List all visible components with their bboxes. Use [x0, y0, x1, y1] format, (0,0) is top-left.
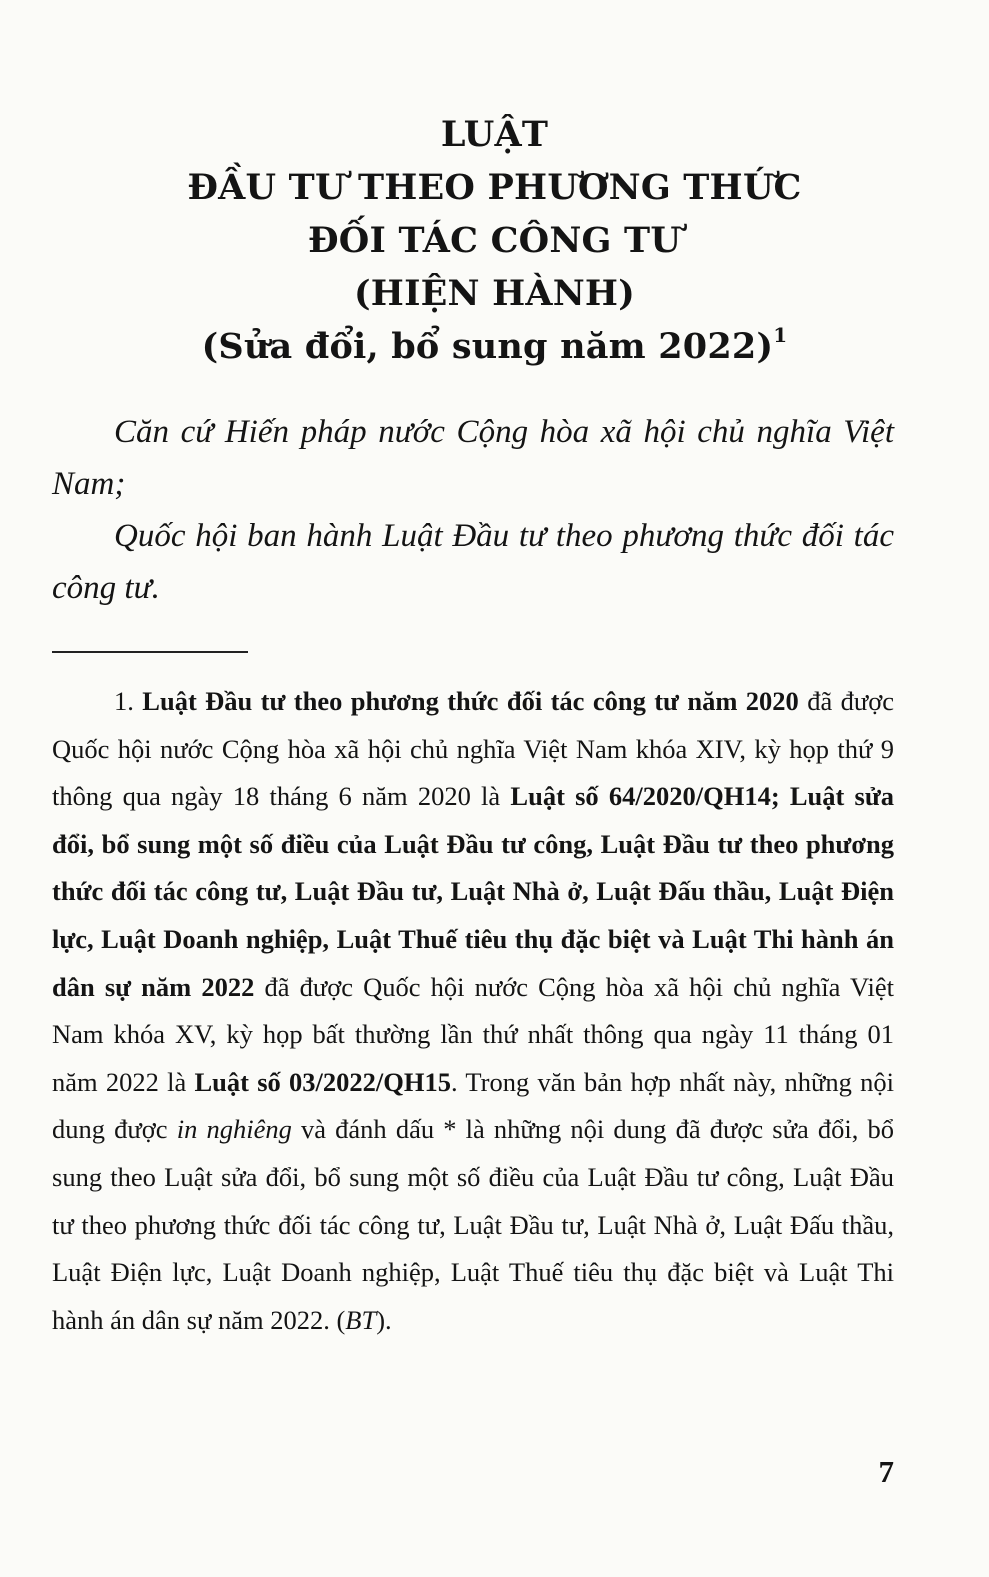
footnote-bold-3: Luật số 03/2022/QH15 — [194, 1066, 451, 1097]
title-amendment-text: (Sửa đổi, bổ sung năm 2022) — [201, 326, 774, 367]
footnote-number: 1. — [114, 686, 134, 716]
footnote-bold-1: Luật Đầu tư theo phương thức đối tác công tư năm 2020 — [142, 686, 799, 716]
footnote-bold-2: Luật số 64/2020/QH14; Luật sửa đổi, bổ sung một số điều của Luật Đầu tư công, Luật Đầu tư theo phương thức đối tác công tư, Luật Đầu tư, Luật Nhà ở, Luật Đấu thầu, Luật Điện lực, Luật Doanh nghiệp, Luật Thuế tiêu thụ đặc biệt và Luật Thi hành án dân sự năm 2022 — [52, 781, 895, 1002]
footnote-italic-1: in nghiêng — [176, 1114, 292, 1145]
footnote-italic-2: BT — [345, 1304, 377, 1335]
footnote-1 — [52, 678, 894, 1344]
footnote-separator — [52, 651, 248, 653]
footnote-text-3: . Trong văn bản hợp nhất này, những nội dung được — [52, 1066, 895, 1145]
footnote-text-4: và đánh dấu * là những nội dung đã được sửa đổi, bổ sung theo Luật sửa đổi, bổ sung một số điều của Luật Đầu tư công, Luật Đầu tư theo phương thức đối tác công tư, Luật Đầu tư, Luật Nhà ở, Luật Đấu thầu, Luật Điện lực, Luật Doanh nghiệp, Luật Thuế tiêu thụ đặc biệt và Luật Thi hành án dân sự năm 2022. ( — [52, 1114, 895, 1335]
title-line-5 — [0, 320, 989, 373]
title-line-2: ĐẦU TƯ THEO PHƯƠNG THỨC — [187, 167, 802, 208]
preamble — [52, 406, 894, 614]
page-number: 7 — [878, 1454, 894, 1489]
preamble-paragraph-2: Quốc hội ban hành Luật Đầu tư theo phương thức đối tác công tư. — [52, 518, 894, 606]
law-title — [0, 108, 989, 373]
title-line-1: LUẬT — [440, 114, 549, 155]
preamble-paragraph-1: Căn cứ Hiến pháp nước Cộng hòa xã hội chủ nghĩa Việt Nam; — [52, 414, 894, 502]
title-line-3: ĐỐI TÁC CÔNG TƯ — [308, 220, 681, 261]
footnote-text-1: đã được Quốc hội nước Cộng hòa xã hội chủ nghĩa Việt Nam khóa XIV, kỳ họp thứ 9 thông qua ngày 18 tháng 6 năm 2020 là — [52, 686, 895, 812]
title-line-4: (HIỆN HÀNH) — [354, 273, 635, 314]
footnote-text-2: đã được Quốc hội nước Cộng hòa xã hội chủ nghĩa Việt Nam khóa XV, kỳ họp bất thường lần thứ nhất thông qua ngày 11 tháng 01 năm 2022 là — [52, 971, 894, 1097]
footnote-reference[interactable]: 1 — [773, 323, 788, 347]
footnote-text-5: ). — [376, 1304, 392, 1335]
